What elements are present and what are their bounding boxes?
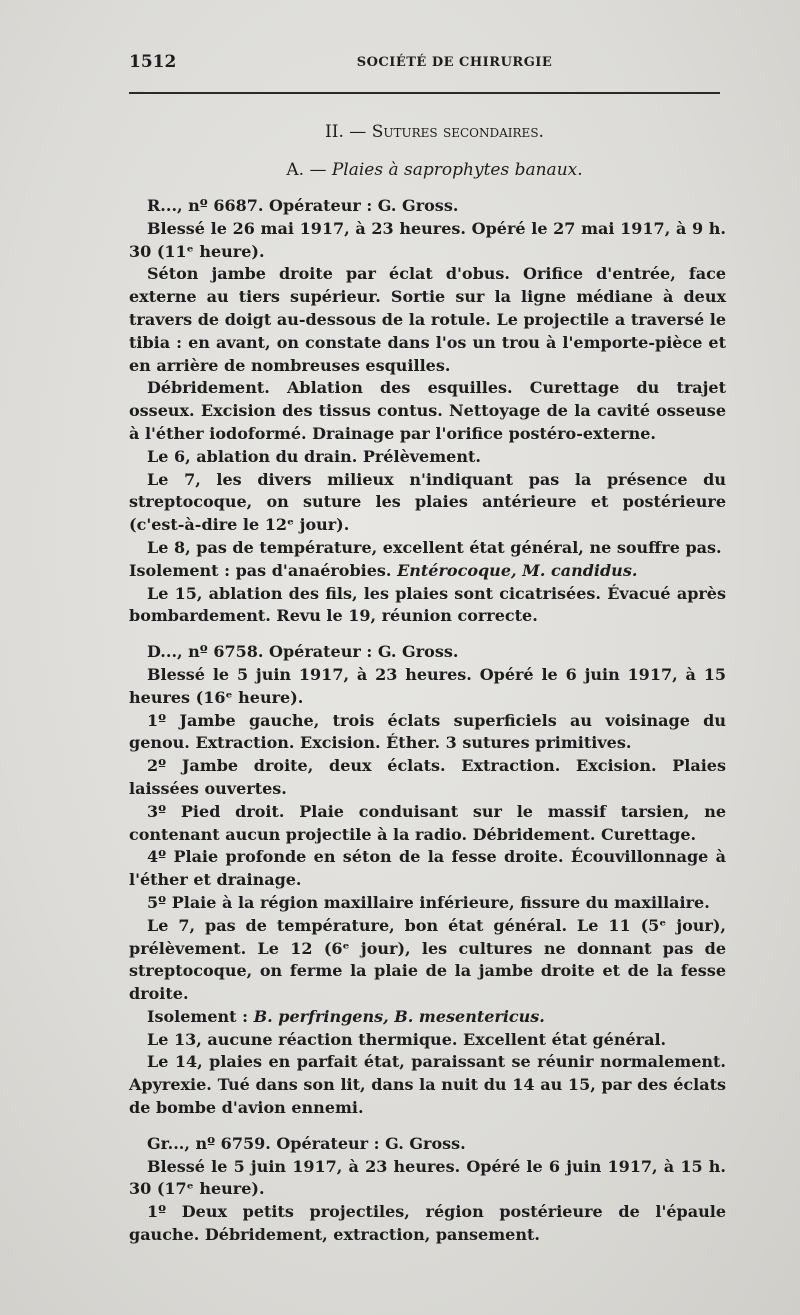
paragraph: Le 6, ablation du drain. Prélèvement.	[147, 446, 481, 466]
isolement-line	[129, 560, 726, 583]
paragraph: Blessé le 5 juin 1917, à 23 heures. Opéré le 6 juin 1917, à 15 heures (16ᵉ heure).	[129, 664, 726, 707]
header-rule	[129, 92, 720, 94]
running-head	[129, 52, 720, 82]
case-header: R..., nº 6687. Opérateur : G. Gross.	[147, 196, 459, 215]
paragraph: 2º Jambe droite, deux éclats. Extraction. Excision. Plaies laissées ouvertes.	[129, 756, 726, 798]
paragraph: Le 8, pas de température, excellent état général, ne souffre pas.	[147, 537, 722, 557]
paragraph: Blessé le 26 mai 1917, à 23 heures. Opéré le 27 mai 1917, à 9 h. 30 (11ᵉ heure).	[129, 218, 726, 261]
section-title	[129, 122, 720, 142]
paragraph: Le 15, ablation des fils, les plaies sont cicatrisées. Évacué après bombardement. Revu le 19, réunion correcte.	[129, 583, 726, 626]
isolement-species: B. perfringens, B. mesentericus.	[253, 1006, 545, 1026]
isolement-label: Isolement : pas d'anaérobies.	[129, 560, 392, 580]
case-header: Gr..., nº 6759. Opérateur : G. Gross.	[147, 1133, 466, 1153]
paragraph: 4º Plaie profonde en séton de la fesse droite. Écouvillonnage à l'éther et drainage.	[129, 847, 726, 890]
subsection-letter: A. —	[286, 160, 327, 180]
paragraph: Le 7, pas de température, bon état général. Le 11 (5ᵉ jour), prélèvement. Le 12 (6ᵉ jour), les cultures ne donnant pas de streptocoque, on ferme la plaie de la jambe droite et de la fesse droite.	[129, 915, 726, 1004]
section-title-text: Sutures secondaires.	[371, 122, 544, 142]
isolement-line	[129, 1006, 726, 1029]
paragraph: Blessé le 5 juin 1917, à 23 heures. Opéré le 6 juin 1917, à 15 h. 30 (17ᵉ heure).	[129, 1156, 726, 1199]
paragraph: Séton jambe droite par éclat d'obus. Orifice d'entrée, face externe au tiers supérieur. Sortie sur la ligne médiane à deux travers de doigt au-dessous de la rotule. Le projectile a traversé le tibia : en avant, on constate dans l'os un trou à l'emporte-pièce et en arrière de nombreuses esquilles.	[129, 264, 726, 375]
page-number: 1512	[129, 52, 177, 72]
isolement-label: Isolement :	[147, 1006, 249, 1026]
case-header: D..., nº 6758. Opérateur : G. Gross.	[147, 642, 459, 662]
paragraph: Le 7, les divers milieux n'indiquant pas la présence du streptocoque, on suture les plaies antérieure et postérieure (c'est-à-dire le 12ᵉ jour).	[129, 469, 726, 535]
paragraph: 3º Pied droit. Plaie conduisant sur le massif tarsien, ne contenant aucun projectile à la radio. Débridement. Curettage.	[129, 801, 726, 844]
isolement-species: Entérocoque, M. candidus.	[397, 560, 638, 580]
journal-title: SOCIÉTÉ DE CHIRURGIE	[356, 55, 553, 70]
paragraph: 1º Deux petits projectiles, région postérieure de l'épaule gauche. Débridement, extraction, pansement.	[129, 1202, 726, 1245]
subsection-title-text: Plaies à saprophytes banaux.	[331, 160, 583, 180]
paragraph: 5º Plaie à la région maxillaire inférieure, fissure du maxillaire.	[147, 892, 710, 912]
body-text	[129, 195, 726, 1247]
paragraph: Le 14, plaies en parfait état, paraissant se réunir normalement. Apyrexie. Tué dans son lit, dans la nuit du 14 au 15, par des éclats de bombe d'avion ennemi.	[129, 1052, 726, 1118]
section-numeral: II. —	[325, 122, 367, 142]
paragraph: Débridement. Ablation des esquilles. Curettage du trajet osseux. Excision des tissus contus. Nettoyage de la cavité osseuse à l'éther iodoformé. Drainage par l'orifice postéro-externe.	[129, 378, 726, 443]
paragraph: Le 13, aucune réaction thermique. Excellent état général.	[147, 1029, 667, 1049]
paragraph: 1º Jambe gauche, trois éclats superficiels au voisinage du genou. Extraction. Excision. Éther. 3 sutures primitives.	[129, 710, 726, 753]
subsection-title	[129, 160, 720, 180]
